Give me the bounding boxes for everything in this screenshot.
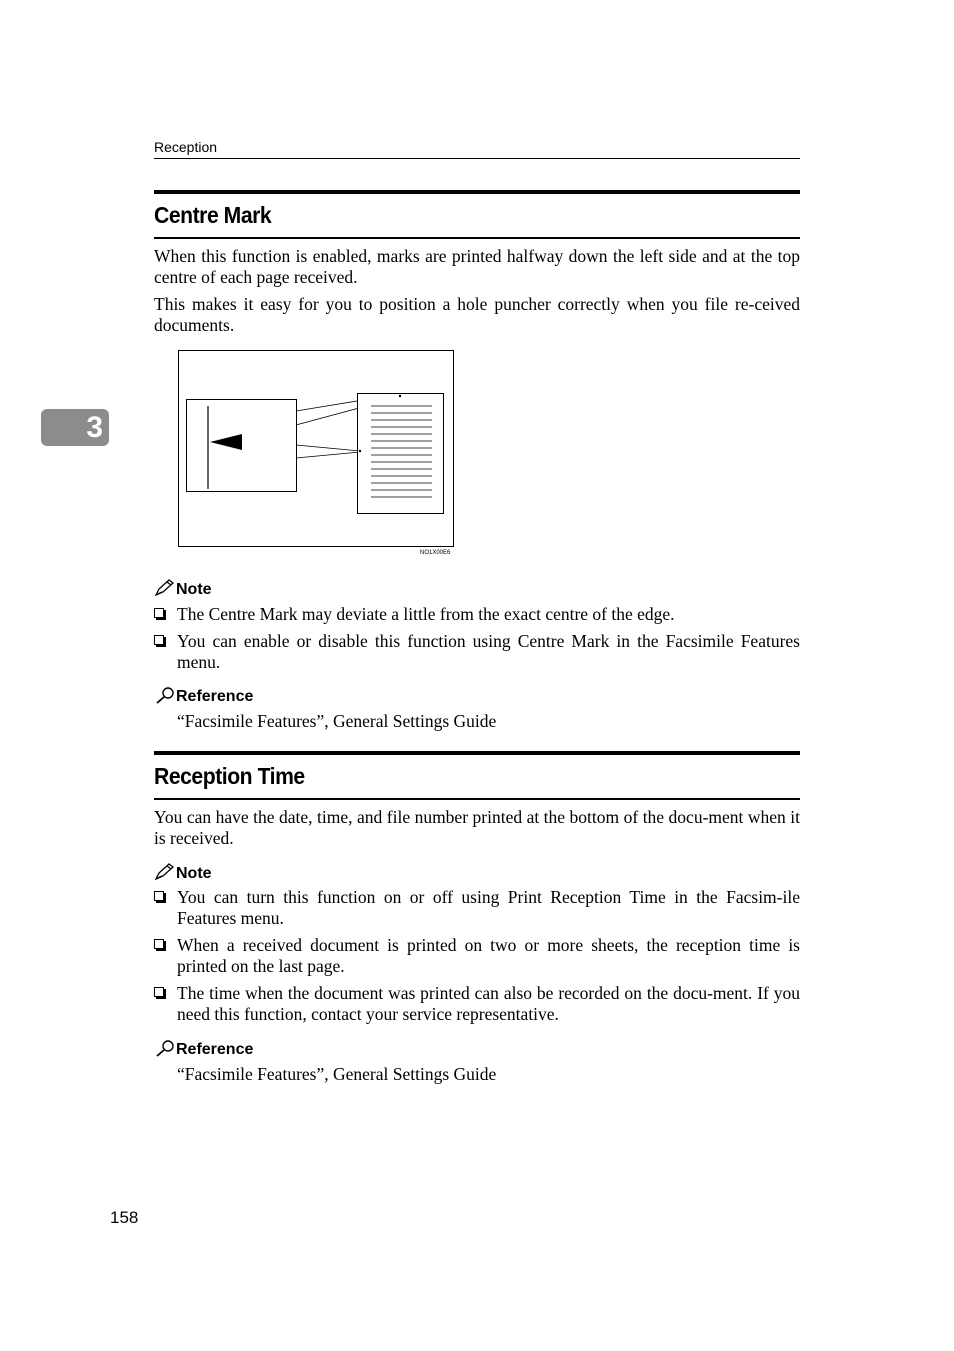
note-text: The Centre Mark may deviate a little from the exact centre of the edge.: [177, 604, 675, 624]
note-item: [154, 983, 800, 1025]
figure-code: NO1X00E6: [420, 550, 451, 556]
body-paragraph: When this function is enabled, marks are printed halfway down the left side and at the top centre of each page received.: [154, 246, 800, 287]
checkbox-bullet-icon: [154, 987, 164, 997]
header-divider: [154, 158, 800, 159]
note-text: The time when the document was printed can also be recorded on the docu-ment. If you need this function, contact your service representative.: [177, 983, 800, 1024]
checkbox-bullet-icon: [154, 608, 164, 618]
note-heading: [154, 579, 212, 600]
reference-label: Reference: [176, 1041, 254, 1058]
centre-mark-illustration: [178, 350, 454, 547]
note-text: You can enable or disable this function using Centre Mark in the Facsimile Features menu.: [177, 631, 800, 672]
note-item: [154, 887, 800, 929]
pencil-icon: [154, 863, 176, 881]
section-top-rule: [154, 190, 800, 194]
page-sheet: [358, 394, 444, 514]
reference-heading: [154, 686, 253, 707]
section-title-centre-mark: Centre Mark: [154, 202, 272, 228]
running-header: Reception: [154, 139, 218, 155]
note-item: [154, 604, 800, 625]
note-text: When a received document is printed on two or more sheets, the reception time is printed on the last page.: [177, 935, 800, 976]
chapter-tab: 3: [41, 409, 109, 446]
reference-label: Reference: [176, 688, 254, 705]
note-label: Note: [176, 581, 212, 598]
reference-text: “Facsimile Features”, General Settings Guide: [177, 711, 497, 731]
reference-heading: [154, 1039, 253, 1060]
section-title-underline: [154, 237, 800, 239]
body-paragraph: You can have the date, time, and file number printed at the bottom of the docu-ment when it is received.: [154, 807, 800, 848]
note-item: [154, 631, 800, 673]
magnifier-icon: [154, 1039, 176, 1057]
body-paragraph: This makes it easy for you to position a hole puncher correctly when you file re-ceived documents.: [154, 294, 800, 335]
section-title-reception-time: Reception Time: [154, 763, 305, 789]
note-label: Note: [176, 865, 212, 882]
magnifier-icon: [154, 686, 176, 704]
reference-text: “Facsimile Features”, General Settings Guide: [177, 1064, 497, 1084]
checkbox-bullet-icon: [154, 891, 164, 901]
pencil-icon: [154, 579, 176, 597]
checkbox-bullet-icon: [154, 635, 164, 645]
section-title-underline: [154, 798, 800, 800]
note-text: You can turn this function on or off using Print Reception Time in the Facsim-ile Features menu.: [177, 887, 800, 928]
note-heading: [154, 863, 212, 884]
checkbox-bullet-icon: [154, 939, 164, 949]
section-top-rule: [154, 751, 800, 755]
page-number: 158: [110, 1208, 139, 1227]
note-item: [154, 935, 800, 977]
